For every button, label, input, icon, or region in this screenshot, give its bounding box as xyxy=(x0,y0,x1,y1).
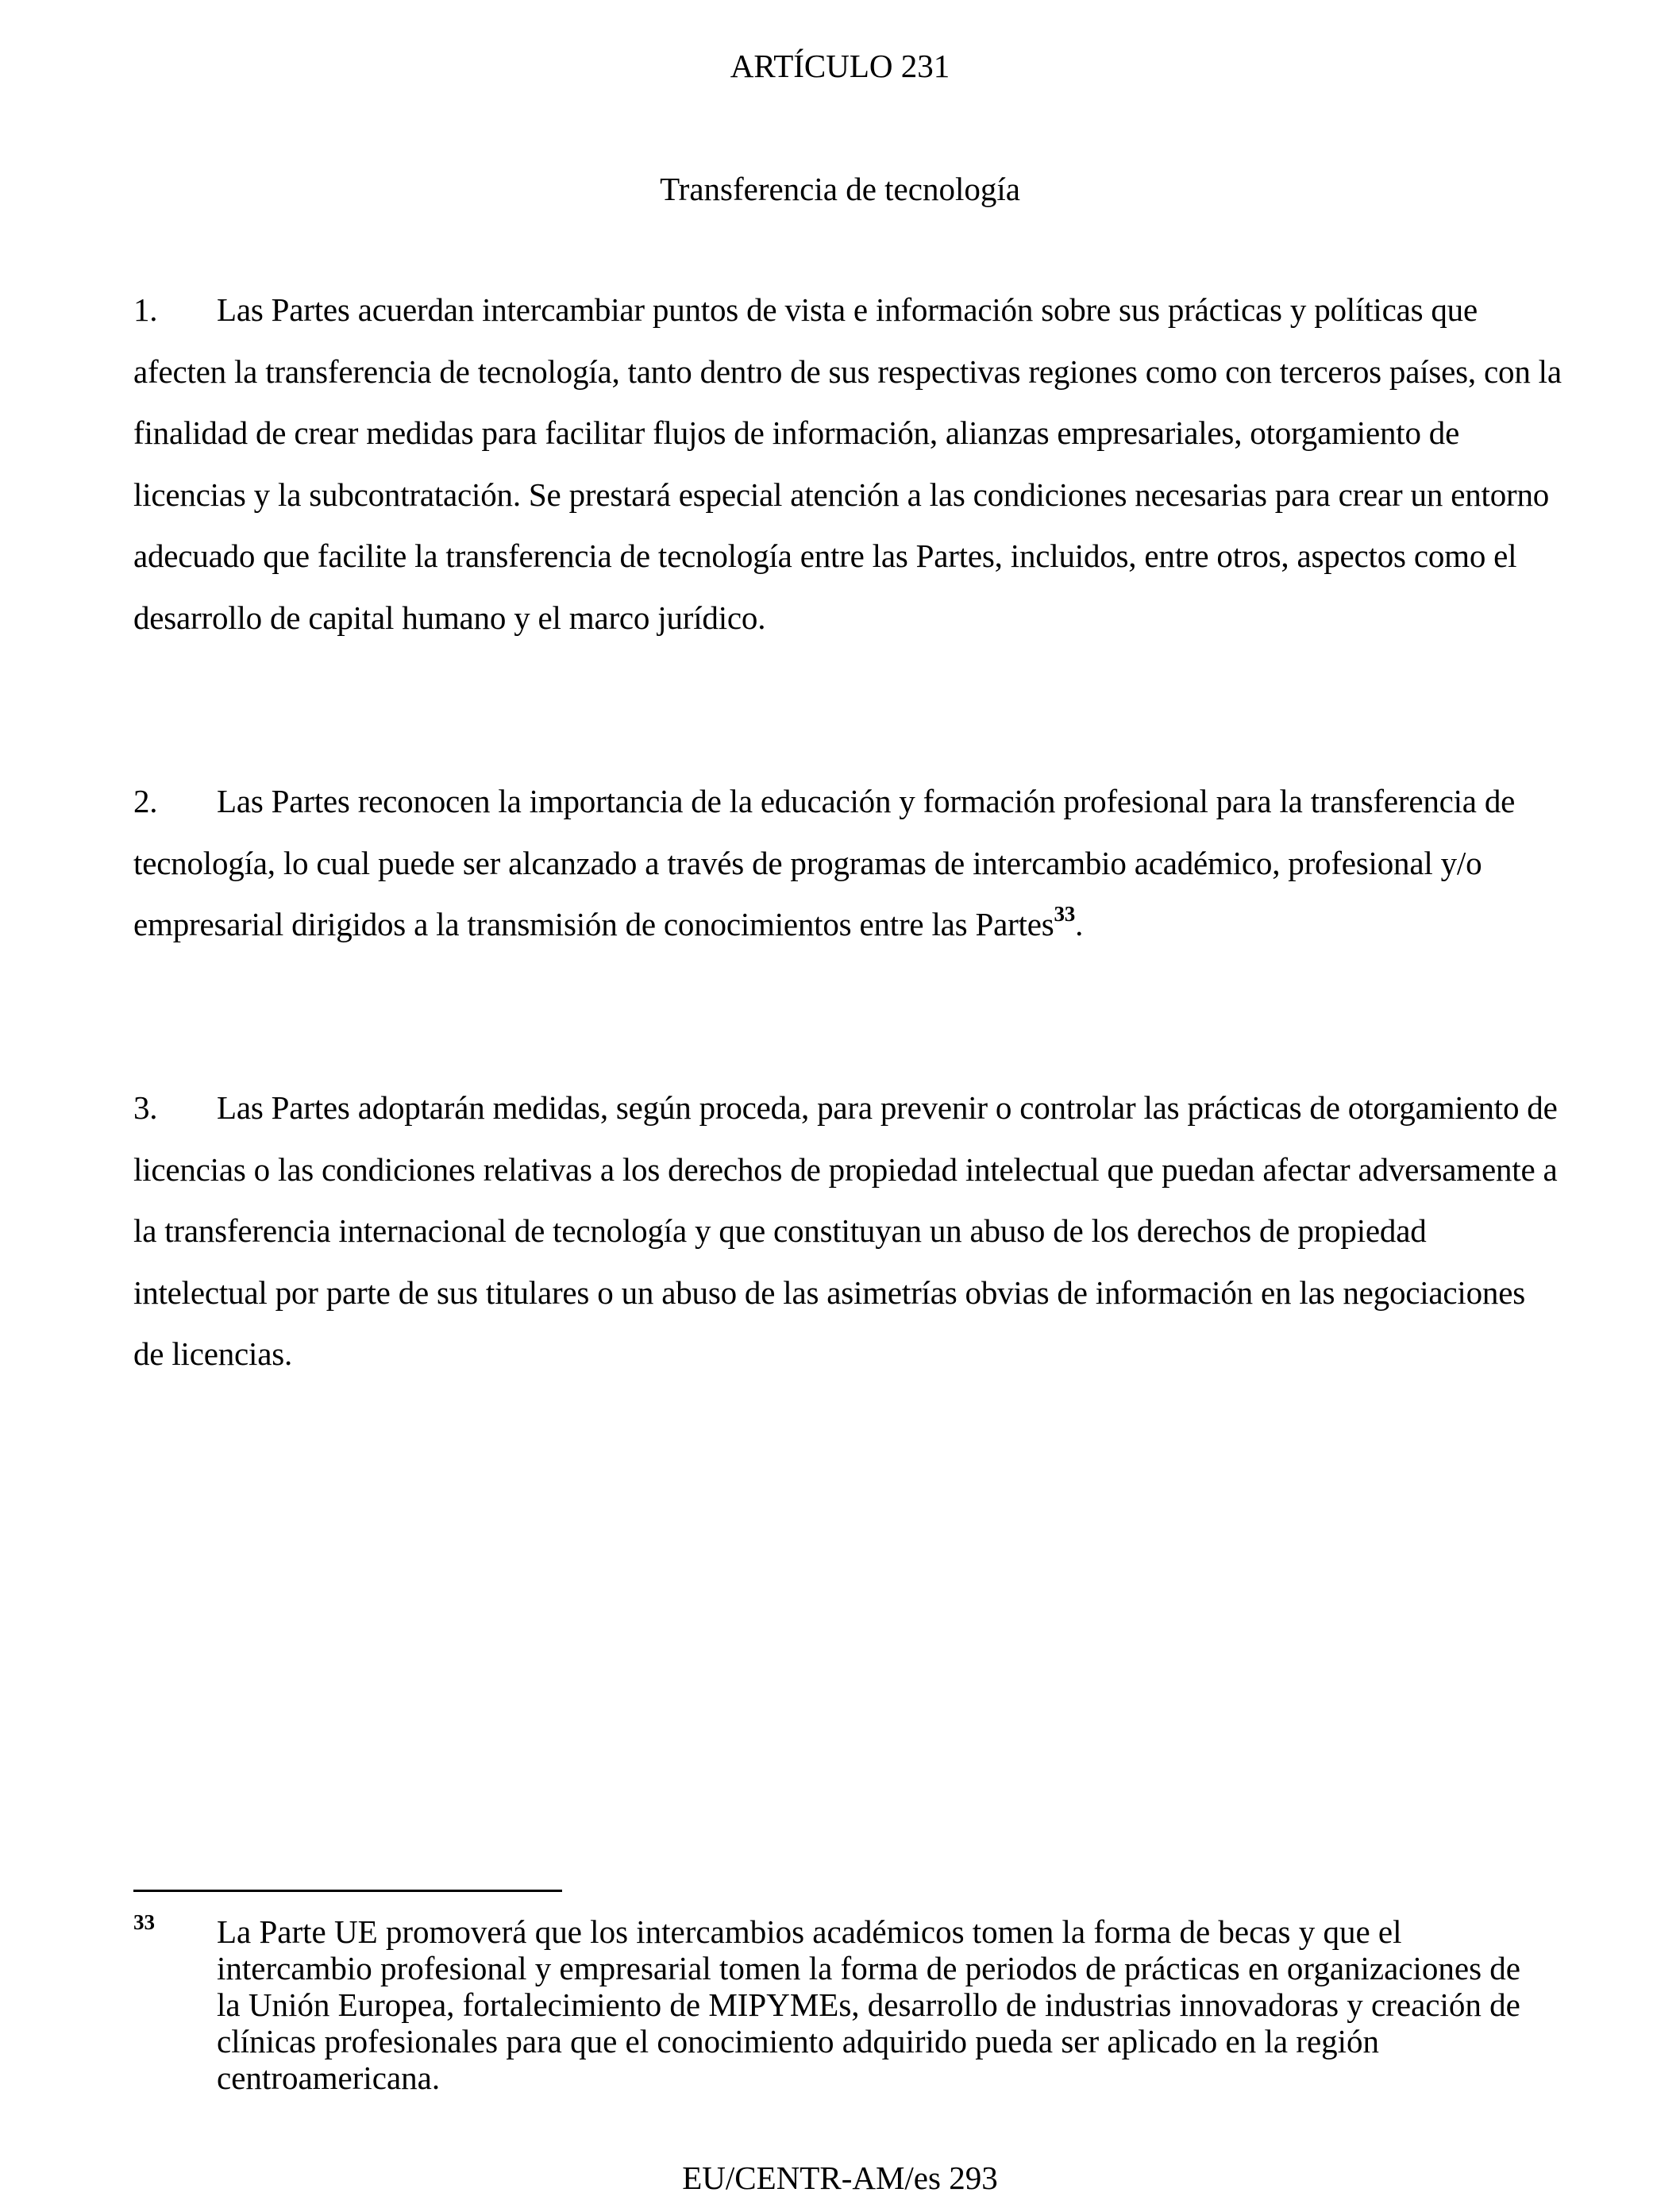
paragraph-1 xyxy=(133,279,1562,649)
footnote-separator xyxy=(133,1890,562,1892)
paragraph-3-number: 3. xyxy=(133,1089,158,1126)
paragraph-3-text: Las Partes adoptarán medidas, según proceda, para prevenir o controlar las prácticas de otorgamiento de licencias o las condiciones relativas a los derechos de propiedad intelectual que puedan afectar adversamente a la transferencia internacional de tecnología y que constituyan un abuso de los derechos de propiedad intelectual por parte de sus titulares o un abuso de las asimetrías obvias de información en las negociaciones de licencias. xyxy=(133,1089,1558,1372)
paragraph-2 xyxy=(133,771,1562,956)
paragraph-3 xyxy=(133,1077,1562,1385)
footnote-text: La Parte UE promoverá que los intercambios académicos tomen la forma de becas y que el intercambio profesional y empresarial tomen la forma de periodos de prácticas en organizaciones de la Unión Europea, fortalecimiento de MIPYMEs, desarrollo de industrias innovadoras y creación de clínicas profesionales para que el conocimiento adquirido pueda ser aplicado en la región centroamericana. xyxy=(217,1913,1521,2096)
footnote-mark: 33 xyxy=(133,1910,155,1934)
paragraph-2-end: . xyxy=(1075,906,1084,942)
paragraph-1-text: Las Partes acuerdan intercambiar puntos de vista e información sobre sus prácticas y políticas que afecten la transferencia de tecnología, tanto dentro de sus respectivas regiones como con terceros países, con la finalidad de crear medidas para facilitar flujos de información, alianzas empresariales, otorgamiento de licencias y la subcontratación. Se prestará especial atención a las condiciones necesarias para crear un entorno adecuado que facilite la transferencia de tecnología entre las Partes, incluidos, entre otros, aspectos como el desarrollo de capital humano y el marco jurídico. xyxy=(133,291,1562,636)
paragraph-1-number: 1. xyxy=(133,291,158,328)
footnote-reference[interactable]: 33 xyxy=(1054,902,1076,926)
paragraph-2-text: Las Partes reconocen la importancia de la educación y formación profesional para la transferencia de tecnología, lo cual puede ser alcanzado a través de programas de intercambio académico, profesional y/o empresarial dirigidos a la transmisión de conocimientos entre las Partes xyxy=(133,783,1516,942)
paragraph-2-number: 2. xyxy=(133,783,158,819)
page-footer: EU/CENTR-AM/es 293 xyxy=(682,2160,998,2196)
article-number: ARTÍCULO 231 xyxy=(730,48,950,84)
article-title: Transferencia de tecnología xyxy=(660,171,1020,207)
